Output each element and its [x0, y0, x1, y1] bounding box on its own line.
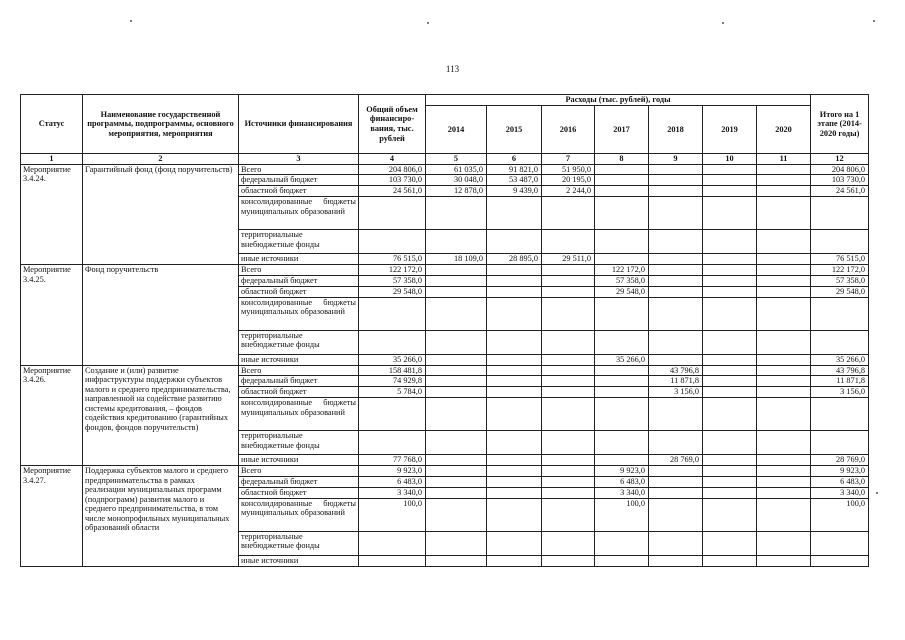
year-amount-cell: [757, 230, 811, 254]
funding-source: консолидированные бюджеты муниципальных образований: [239, 297, 359, 330]
year-amount-cell: [595, 197, 649, 230]
stage-total-cell: 9 923,0: [811, 466, 869, 477]
total-volume-cell: 158 481,8: [359, 365, 426, 376]
year-amount-cell: [426, 297, 487, 330]
funding-source: Всего: [239, 265, 359, 276]
stage-total-cell: 43 796,8: [811, 365, 869, 376]
year-amount-cell: [426, 330, 487, 354]
year-amount-cell: [542, 286, 595, 297]
header-status: Статус: [21, 95, 83, 154]
funding-source: федеральный бюджет: [239, 175, 359, 186]
column-number: 10: [703, 154, 757, 165]
year-amount-cell: [703, 186, 757, 197]
year-amount-cell: [595, 186, 649, 197]
year-amount-cell: [542, 365, 595, 376]
year-amount-cell: [757, 197, 811, 230]
stage-total-cell: [811, 531, 869, 555]
year-amount-cell: [426, 354, 487, 365]
year-amount-cell: [426, 498, 487, 531]
year-amount-cell: [757, 455, 811, 466]
measure-status: Мероприятие 3.4.25.: [21, 265, 83, 366]
year-amount-cell: [703, 354, 757, 365]
year-amount-cell: [542, 230, 595, 254]
year-amount-cell: 12 878,0: [426, 186, 487, 197]
year-amount-cell: [595, 398, 649, 431]
funding-source: областной бюджет: [239, 387, 359, 398]
year-amount-cell: [595, 531, 649, 555]
total-volume-cell: [359, 531, 426, 555]
year-amount-cell: [426, 398, 487, 431]
year-amount-cell: [757, 487, 811, 498]
year-amount-cell: 53 487,0: [487, 175, 542, 186]
year-amount-cell: [487, 498, 542, 531]
year-amount-cell: [757, 265, 811, 276]
year-amount-cell: 2 244,0: [542, 186, 595, 197]
header-sources: Источники финансирования: [239, 95, 359, 154]
total-volume-cell: [359, 398, 426, 431]
funding-source: территориальные внебюджетные фонды: [239, 330, 359, 354]
column-number: 11: [757, 154, 811, 165]
measure-name: Гарантийный фонд (фонд поручительств): [83, 164, 239, 265]
year-amount-cell: [542, 297, 595, 330]
year-amount-cell: [757, 431, 811, 455]
column-number-row: [21, 154, 869, 165]
year-amount-cell: [757, 186, 811, 197]
total-volume-cell: 74 929,8: [359, 376, 426, 387]
total-volume-cell: 77 768,0: [359, 455, 426, 466]
year-amount-cell: [649, 555, 703, 566]
year-amount-cell: [487, 455, 542, 466]
year-amount-cell: [487, 476, 542, 487]
column-number: 9: [649, 154, 703, 165]
total-volume-cell: 9 923,0: [359, 466, 426, 477]
year-amount-cell: [703, 197, 757, 230]
year-amount-cell: 91 821,0: [487, 164, 542, 175]
year-amount-cell: [595, 376, 649, 387]
year-amount-cell: [595, 330, 649, 354]
year-amount-cell: [757, 297, 811, 330]
column-number: 5: [426, 154, 487, 165]
year-amount-cell: [542, 431, 595, 455]
page-number: 113: [445, 64, 460, 74]
year-amount-cell: 11 871,8: [649, 376, 703, 387]
year-amount-cell: [595, 164, 649, 175]
year-amount-cell: [487, 286, 542, 297]
year-amount-cell: [649, 498, 703, 531]
year-amount-cell: [542, 487, 595, 498]
total-volume-cell: 6 483,0: [359, 476, 426, 487]
funding-source: федеральный бюджет: [239, 376, 359, 387]
funding-source: Всего: [239, 164, 359, 175]
total-volume-cell: 76 515,0: [359, 254, 426, 265]
stage-total-cell: 3 340,0: [811, 487, 869, 498]
stage-total-cell: [811, 230, 869, 254]
header-year: 2018: [649, 106, 703, 154]
year-amount-cell: 30 048,0: [426, 175, 487, 186]
stage-total-cell: 29 548,0: [811, 286, 869, 297]
header-expenses: Расходы (тыс. рублей), годы: [426, 95, 811, 106]
column-number: 6: [487, 154, 542, 165]
year-amount-cell: [703, 286, 757, 297]
year-amount-cell: [703, 164, 757, 175]
column-number: 1: [21, 154, 83, 165]
year-amount-cell: [595, 555, 649, 566]
column-number: 8: [595, 154, 649, 165]
year-amount-cell: 6 483,0: [595, 476, 649, 487]
year-amount-cell: 20 195,0: [542, 175, 595, 186]
stage-total-cell: 204 806,0: [811, 164, 869, 175]
funding-source: территориальные внебюджетные фонды: [239, 230, 359, 254]
year-amount-cell: [703, 466, 757, 477]
header-year: 2015: [487, 106, 542, 154]
year-amount-cell: [542, 387, 595, 398]
year-amount-cell: 9 439,0: [487, 186, 542, 197]
measure-status: Мероприятие 3.4.26.: [21, 365, 83, 466]
header-stage-total: Итого на 1 этапе (2014-2020 годы): [811, 95, 869, 154]
header-year: 2020: [757, 106, 811, 154]
year-amount-cell: [487, 330, 542, 354]
year-amount-cell: [757, 555, 811, 566]
year-amount-cell: [542, 330, 595, 354]
year-amount-cell: [703, 476, 757, 487]
total-volume-cell: [359, 431, 426, 455]
year-amount-cell: [426, 466, 487, 477]
funding-source: областной бюджет: [239, 186, 359, 197]
year-amount-cell: [757, 498, 811, 531]
total-volume-cell: 103 730,0: [359, 175, 426, 186]
year-amount-cell: [703, 498, 757, 531]
year-amount-cell: [757, 275, 811, 286]
year-amount-cell: [703, 297, 757, 330]
funding-source: территориальные внебюджетные фонды: [239, 431, 359, 455]
total-volume-cell: [359, 555, 426, 566]
measure-status: Мероприятие 3.4.27.: [21, 466, 83, 567]
table-row: [21, 466, 869, 477]
funding-source: иные источники: [239, 254, 359, 265]
header-year: 2014: [426, 106, 487, 154]
year-amount-cell: [542, 354, 595, 365]
year-amount-cell: [487, 197, 542, 230]
year-amount-cell: [703, 365, 757, 376]
year-amount-cell: [426, 286, 487, 297]
total-volume-cell: 35 266,0: [359, 354, 426, 365]
column-number: 12: [811, 154, 869, 165]
stage-total-cell: 24 561,0: [811, 186, 869, 197]
stage-total-cell: [811, 297, 869, 330]
stage-total-cell: 122 172,0: [811, 265, 869, 276]
year-amount-cell: [595, 297, 649, 330]
year-amount-cell: [426, 275, 487, 286]
year-amount-cell: [757, 254, 811, 265]
year-amount-cell: [426, 197, 487, 230]
year-amount-cell: [595, 431, 649, 455]
year-amount-cell: [649, 487, 703, 498]
total-volume-cell: 122 172,0: [359, 265, 426, 276]
funding-source: федеральный бюджет: [239, 476, 359, 487]
year-amount-cell: [426, 376, 487, 387]
year-amount-cell: [542, 398, 595, 431]
year-amount-cell: [703, 455, 757, 466]
year-amount-cell: [487, 531, 542, 555]
year-amount-cell: 122 172,0: [595, 265, 649, 276]
year-amount-cell: [426, 476, 487, 487]
year-amount-cell: [757, 330, 811, 354]
total-volume-cell: 100,0: [359, 498, 426, 531]
year-amount-cell: [426, 487, 487, 498]
year-amount-cell: 3 340,0: [595, 487, 649, 498]
header-year: 2017: [595, 106, 649, 154]
year-amount-cell: [426, 431, 487, 455]
year-amount-cell: [595, 230, 649, 254]
table-row: [21, 265, 869, 276]
column-number: 2: [83, 154, 239, 165]
year-amount-cell: [703, 531, 757, 555]
year-amount-cell: [542, 476, 595, 487]
year-amount-cell: 29 548,0: [595, 286, 649, 297]
column-number: 7: [542, 154, 595, 165]
financing-table: [20, 94, 869, 567]
measure-name: Фонд поручительств: [83, 265, 239, 366]
year-amount-cell: [542, 498, 595, 531]
year-amount-cell: [595, 387, 649, 398]
stage-total-cell: [811, 197, 869, 230]
year-amount-cell: [649, 531, 703, 555]
funding-source: Всего: [239, 365, 359, 376]
year-amount-cell: [542, 197, 595, 230]
year-amount-cell: 28 895,0: [487, 254, 542, 265]
year-amount-cell: [757, 387, 811, 398]
year-amount-cell: [649, 286, 703, 297]
year-amount-cell: [649, 431, 703, 455]
year-amount-cell: [703, 487, 757, 498]
year-amount-cell: [757, 354, 811, 365]
year-amount-cell: [426, 555, 487, 566]
year-amount-cell: [595, 455, 649, 466]
stage-total-cell: 11 871,8: [811, 376, 869, 387]
year-amount-cell: [426, 230, 487, 254]
year-amount-cell: [757, 175, 811, 186]
year-amount-cell: [649, 330, 703, 354]
year-amount-cell: [487, 431, 542, 455]
year-amount-cell: [487, 398, 542, 431]
total-volume-cell: [359, 230, 426, 254]
year-amount-cell: 3 156,0: [649, 387, 703, 398]
year-amount-cell: [703, 175, 757, 186]
stage-total-cell: 35 266,0: [811, 354, 869, 365]
year-amount-cell: [649, 230, 703, 254]
funding-source: консолидированные бюджеты муниципальных образований: [239, 197, 359, 230]
year-amount-cell: [649, 476, 703, 487]
stage-total-cell: [811, 555, 869, 566]
total-volume-cell: 3 340,0: [359, 487, 426, 498]
total-volume-cell: [359, 330, 426, 354]
column-number: 3: [239, 154, 359, 165]
stage-total-cell: 6 483,0: [811, 476, 869, 487]
table-row: [21, 164, 869, 175]
year-amount-cell: [649, 398, 703, 431]
total-volume-cell: 29 548,0: [359, 286, 426, 297]
year-amount-cell: [487, 297, 542, 330]
header-name: Наименование государственной программы, подпрограммы, основного мероприятия, мероприятия: [83, 95, 239, 154]
year-amount-cell: [542, 531, 595, 555]
year-amount-cell: [426, 265, 487, 276]
year-amount-cell: 51 950,0: [542, 164, 595, 175]
year-amount-cell: [757, 476, 811, 487]
table-row: [21, 365, 869, 376]
year-amount-cell: [542, 455, 595, 466]
year-amount-cell: [426, 531, 487, 555]
total-volume-cell: [359, 197, 426, 230]
year-amount-cell: [542, 376, 595, 387]
year-amount-cell: [487, 365, 542, 376]
year-amount-cell: [757, 531, 811, 555]
total-volume-cell: [359, 297, 426, 330]
measure-name: Поддержка субъектов малого и среднего предпринимательства в рамках реализации муниципальных программ (подпрограмм) развития малого и среднего предпринимательства, в том числе монопрофильных муниципальных образований области: [83, 466, 239, 567]
year-amount-cell: [703, 230, 757, 254]
year-amount-cell: [703, 254, 757, 265]
year-amount-cell: [487, 275, 542, 286]
stage-total-cell: 100,0: [811, 498, 869, 531]
year-amount-cell: [649, 354, 703, 365]
year-amount-cell: 57 358,0: [595, 275, 649, 286]
funding-source: территориальные внебюджетные фонды: [239, 531, 359, 555]
year-amount-cell: [487, 487, 542, 498]
stage-total-cell: 28 769,0: [811, 455, 869, 466]
total-volume-cell: 24 561,0: [359, 186, 426, 197]
year-amount-cell: [487, 354, 542, 365]
year-amount-cell: [757, 398, 811, 431]
funding-source: областной бюджет: [239, 487, 359, 498]
year-amount-cell: [487, 555, 542, 566]
year-amount-cell: [487, 387, 542, 398]
year-amount-cell: [649, 466, 703, 477]
year-amount-cell: [542, 275, 595, 286]
stage-total-cell: [811, 398, 869, 431]
year-amount-cell: [426, 365, 487, 376]
year-amount-cell: 29 511,0: [542, 254, 595, 265]
year-amount-cell: [595, 254, 649, 265]
year-amount-cell: [703, 555, 757, 566]
header-year: 2019: [703, 106, 757, 154]
funding-source: консолидированные бюджеты муниципальных образований: [239, 398, 359, 431]
measure-status: Мероприятие 3.4.24.: [21, 164, 83, 265]
year-amount-cell: [757, 466, 811, 477]
year-amount-cell: [649, 197, 703, 230]
year-amount-cell: [757, 365, 811, 376]
year-amount-cell: [649, 186, 703, 197]
funding-source: консолидированные бюджеты муниципальных образований: [239, 498, 359, 531]
year-amount-cell: 35 266,0: [595, 354, 649, 365]
funding-source: областной бюджет: [239, 286, 359, 297]
year-amount-cell: [703, 330, 757, 354]
year-amount-cell: [649, 265, 703, 276]
stage-total-cell: 103 730,0: [811, 175, 869, 186]
year-amount-cell: [757, 164, 811, 175]
year-amount-cell: [542, 555, 595, 566]
year-amount-cell: [703, 431, 757, 455]
funding-source: иные источники: [239, 354, 359, 365]
header-total-volume: Общий объем финансиро-вания, тыс. рублей: [359, 95, 426, 154]
year-amount-cell: [487, 466, 542, 477]
year-amount-cell: [542, 265, 595, 276]
year-amount-cell: [426, 455, 487, 466]
year-amount-cell: 100,0: [595, 498, 649, 531]
year-amount-cell: [649, 164, 703, 175]
year-amount-cell: [703, 387, 757, 398]
year-amount-cell: [426, 387, 487, 398]
stage-total-cell: 76 515,0: [811, 254, 869, 265]
funding-source: федеральный бюджет: [239, 275, 359, 286]
stage-total-cell: 57 358,0: [811, 275, 869, 286]
year-amount-cell: [649, 254, 703, 265]
total-volume-cell: 5 784,0: [359, 387, 426, 398]
stage-total-cell: [811, 330, 869, 354]
year-amount-cell: [703, 398, 757, 431]
funding-source: иные источники: [239, 455, 359, 466]
total-volume-cell: 204 806,0: [359, 164, 426, 175]
year-amount-cell: [487, 376, 542, 387]
year-amount-cell: [649, 175, 703, 186]
year-amount-cell: [542, 466, 595, 477]
year-amount-cell: [487, 230, 542, 254]
year-amount-cell: [595, 175, 649, 186]
year-amount-cell: [757, 286, 811, 297]
year-amount-cell: [757, 376, 811, 387]
year-amount-cell: 9 923,0: [595, 466, 649, 477]
year-amount-cell: [595, 365, 649, 376]
year-amount-cell: [649, 275, 703, 286]
funding-source: Всего: [239, 466, 359, 477]
year-amount-cell: 61 035,0: [426, 164, 487, 175]
total-volume-cell: 57 358,0: [359, 275, 426, 286]
year-amount-cell: [703, 265, 757, 276]
stage-total-cell: 3 156,0: [811, 387, 869, 398]
year-amount-cell: 43 796,8: [649, 365, 703, 376]
year-amount-cell: [487, 265, 542, 276]
year-amount-cell: [703, 376, 757, 387]
column-number: 4: [359, 154, 426, 165]
measure-name: Создание и (или) развитие инфраструктуры поддержки субъектов малого и среднего предпринимательства, направленной на содействие развитию системы кредитования, – фондов содействия кредитованию (гарантийных фондов, фондов поручительств): [83, 365, 239, 466]
funding-source: иные источники: [239, 555, 359, 566]
year-amount-cell: 18 109,0: [426, 254, 487, 265]
year-amount-cell: 28 769,0: [649, 455, 703, 466]
year-amount-cell: [703, 275, 757, 286]
header-year: 2016: [542, 106, 595, 154]
stage-total-cell: [811, 431, 869, 455]
year-amount-cell: [649, 297, 703, 330]
